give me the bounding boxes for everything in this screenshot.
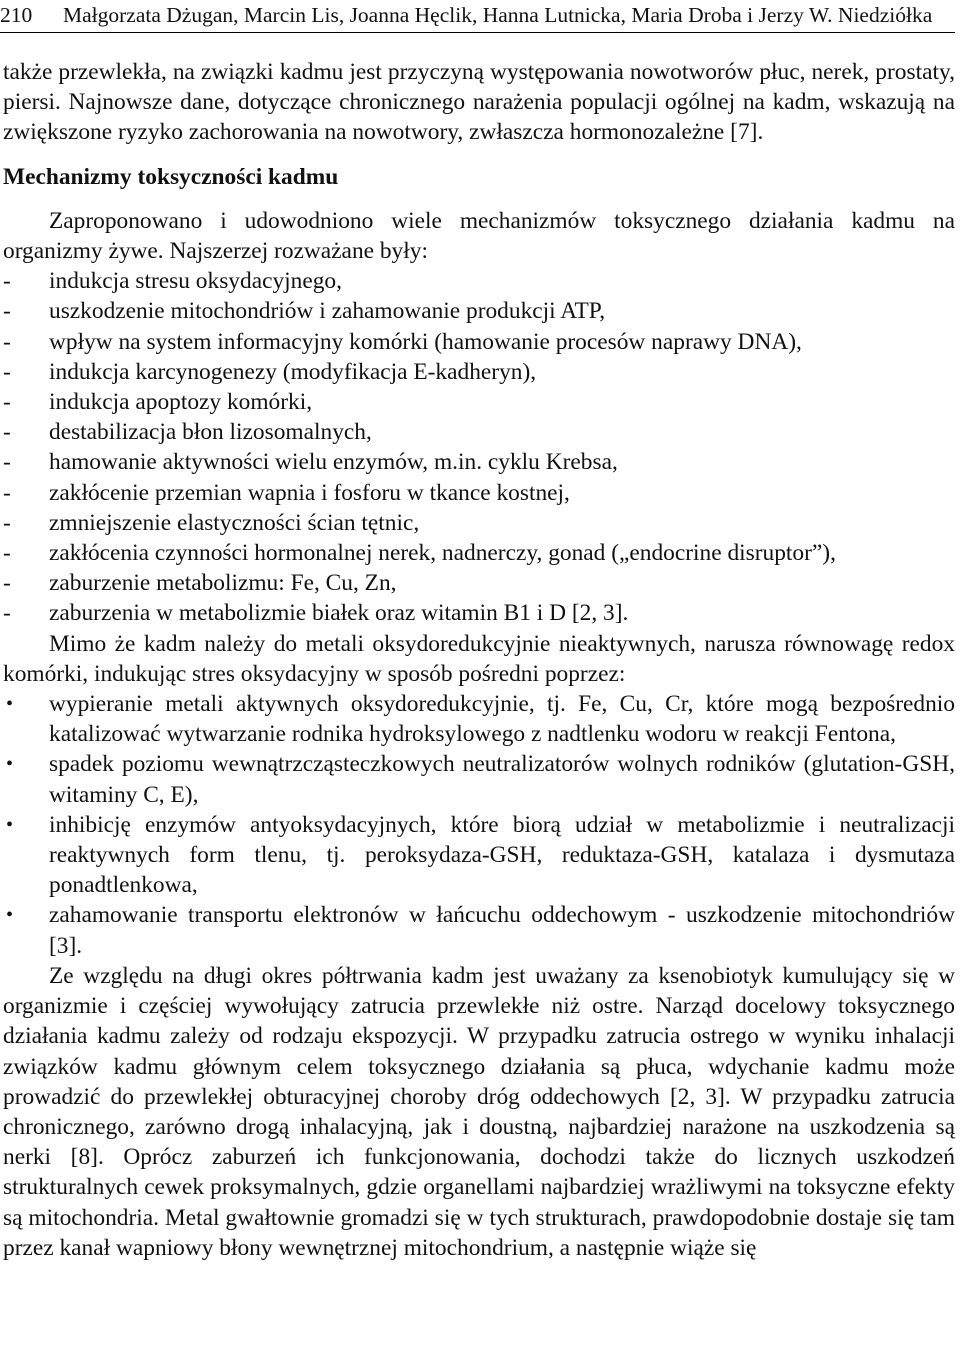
redox-mechanisms-list xyxy=(3,689,955,961)
list-item xyxy=(3,327,955,357)
page-number: 210 xyxy=(0,3,33,27)
list-item xyxy=(3,749,955,809)
dash-marker: - xyxy=(3,298,11,325)
dash-marker: - xyxy=(3,479,11,506)
dash-marker: - xyxy=(3,419,11,446)
list-item-text: hamowanie aktywności wielu enzymów, m.in. cyklu Krebsa, xyxy=(49,449,618,476)
dash-marker: - xyxy=(3,570,11,597)
list-item-text: indukcja apoptozy komórki, xyxy=(49,389,313,416)
redox-paragraph: Mimo że kadm należy do metali oksydoredukcyjnie nieaktywnych, narusza równowagę redox komórki, indukując stres oksydacyjny w sposób pośredni poprzez: xyxy=(3,630,955,687)
mechanisms-list xyxy=(3,266,955,628)
running-header xyxy=(0,0,955,33)
list-item xyxy=(3,357,955,387)
dash-marker: - xyxy=(3,358,11,385)
list-item-text: inhibicję enzymów antyoksydacyjnych, które biorą udział w metabolizmie i neutralizacji reaktywnych form tlenu, tj. peroksydaza-GSH, reduktaza-GSH, katalaza i dysmutaza ponadtlenkowa, xyxy=(49,811,955,899)
list-item-text: wpływ na system informacyjny komórki (hamowanie procesów naprawy DNA), xyxy=(49,328,802,355)
dash-marker: - xyxy=(3,268,11,295)
dash-marker: - xyxy=(3,328,11,355)
list-item xyxy=(3,266,955,296)
list-item xyxy=(3,417,955,447)
list-item xyxy=(3,296,955,326)
list-item-text: uszkodzenie mitochondriów i zahamowanie produkcji ATP, xyxy=(49,298,606,325)
list-item xyxy=(3,689,955,749)
list-item-text: zahamowanie transportu elektronów w łańcuchu oddechowym - uszkodzenie mitochondriów [3]. xyxy=(49,902,955,959)
list-item xyxy=(3,447,955,477)
bullet-icon: • xyxy=(6,753,14,776)
intro-paragraph: także przewlekła, na związki kadmu jest przyczyną występowania nowotworów płuc, nerek, prostaty, piersi. Najnowsze dane, dotyczące chronicznego narażenia populacji ogólnej na kadm, wskazują na zwiększone ryzyko zachorowania na nowotwory, zwłaszcza hormonozależne [7]. xyxy=(3,59,955,146)
list-item xyxy=(3,900,955,960)
list-item xyxy=(3,598,955,628)
list-item-text: zaburzenie metabolizmu: Fe, Cu, Zn, xyxy=(49,570,397,597)
dash-marker: - xyxy=(3,540,11,567)
header-authors: Małgorzata Dżugan, Marcin Lis, Joanna Hęclik, Hanna Lutnicka, Maria Droba i Jerzy W. Niedziółka xyxy=(63,3,933,27)
dash-marker: - xyxy=(3,509,11,536)
section-lead-paragraph: Zaproponowano i udowodniono wiele mechanizmów toksycznego działania kadmu na organizmy żywe. Najszerzej rozważane były: xyxy=(3,207,955,265)
list-item-text: zakłócenie przemian wapnia i fosforu w tkance kostnej, xyxy=(49,479,570,506)
bullet-icon: • xyxy=(6,904,14,927)
list-item xyxy=(3,387,955,417)
dash-marker: - xyxy=(3,600,11,627)
list-item-text: zaburzenia w metabolizmie białek oraz witamin B1 i D [2, 3]. xyxy=(49,600,629,627)
list-item-text: spadek poziomu wewnątrzcząsteczkowych neutralizatorów wolnych rodników (glutation-GSH, witaminy C, E), xyxy=(49,751,955,808)
list-item xyxy=(3,538,955,568)
list-item xyxy=(3,810,955,901)
list-item-text: zmniejszenie elastyczności ścian tętnic, xyxy=(49,509,420,536)
document-body xyxy=(3,57,955,1263)
bullet-icon: • xyxy=(6,693,14,716)
list-item-text: indukcja stresu oksydacyjnego, xyxy=(49,268,342,295)
dash-marker: - xyxy=(3,389,11,416)
section-title: Mechanizmy toksyczności kadmu xyxy=(3,163,339,190)
list-item xyxy=(3,508,955,538)
list-item-text: wypieranie metali aktywnych oksydoredukcyjnie, tj. Fe, Cu, Cr, które mogą bezpośrednio katalizować wytwarzanie rodnika hydroksylowego z nadtlenku wodoru w reakcji Fentona, xyxy=(49,691,955,748)
list-item xyxy=(3,568,955,598)
bullet-icon: • xyxy=(6,813,14,836)
final-paragraph: Ze względu na długi okres półtrwania kadm jest uważany za ksenobiotyk kumulujący się w organizmie i częściej wywołujący zatrucia przewlekłe niż ostre. Narząd docelowy toksycznego działania kadmu zależy od rodzaju ekspozycji. W przypadku zatrucia ostrego w wyniku inhalacji związków kadmu głównym celem toksycznego działania są płuca, wdychanie kadmu może prowadzić do przewlekłej obturacyjnej choroby dróg oddechowych [2, 3]. W przypadku zatrucia chronicznego, zarówno drogą inhalacyjną, jak i doustną, najbardziej narażone na uszkodzenia są nerki [8]. Oprócz zaburzeń ich funkcjonowania, dochodzi także do licznych uszkodzeń strukturalnych cewek proksymalnych, gdzie organellami najbardziej wrażliwymi na toksyczne efekty są mitochondria. Metal gwałtownie gromadzi się w tych strukturach, prawdopodobnie dostaje się tam przez kanał wapniowy błony wewnętrznej mitochondrium, a następnie wiąże się xyxy=(3,962,955,1261)
list-item-text: indukcja karcynogenezy (modyfikacja E-kadheryn), xyxy=(49,358,537,385)
list-item-text: zakłócenia czynności hormonalnej nerek, nadnerczy, gonad („endocrine disruptor”), xyxy=(49,540,836,567)
list-item-text: destabilizacja błon lizosomalnych, xyxy=(49,419,372,446)
dash-marker: - xyxy=(3,449,11,476)
list-item xyxy=(3,478,955,508)
